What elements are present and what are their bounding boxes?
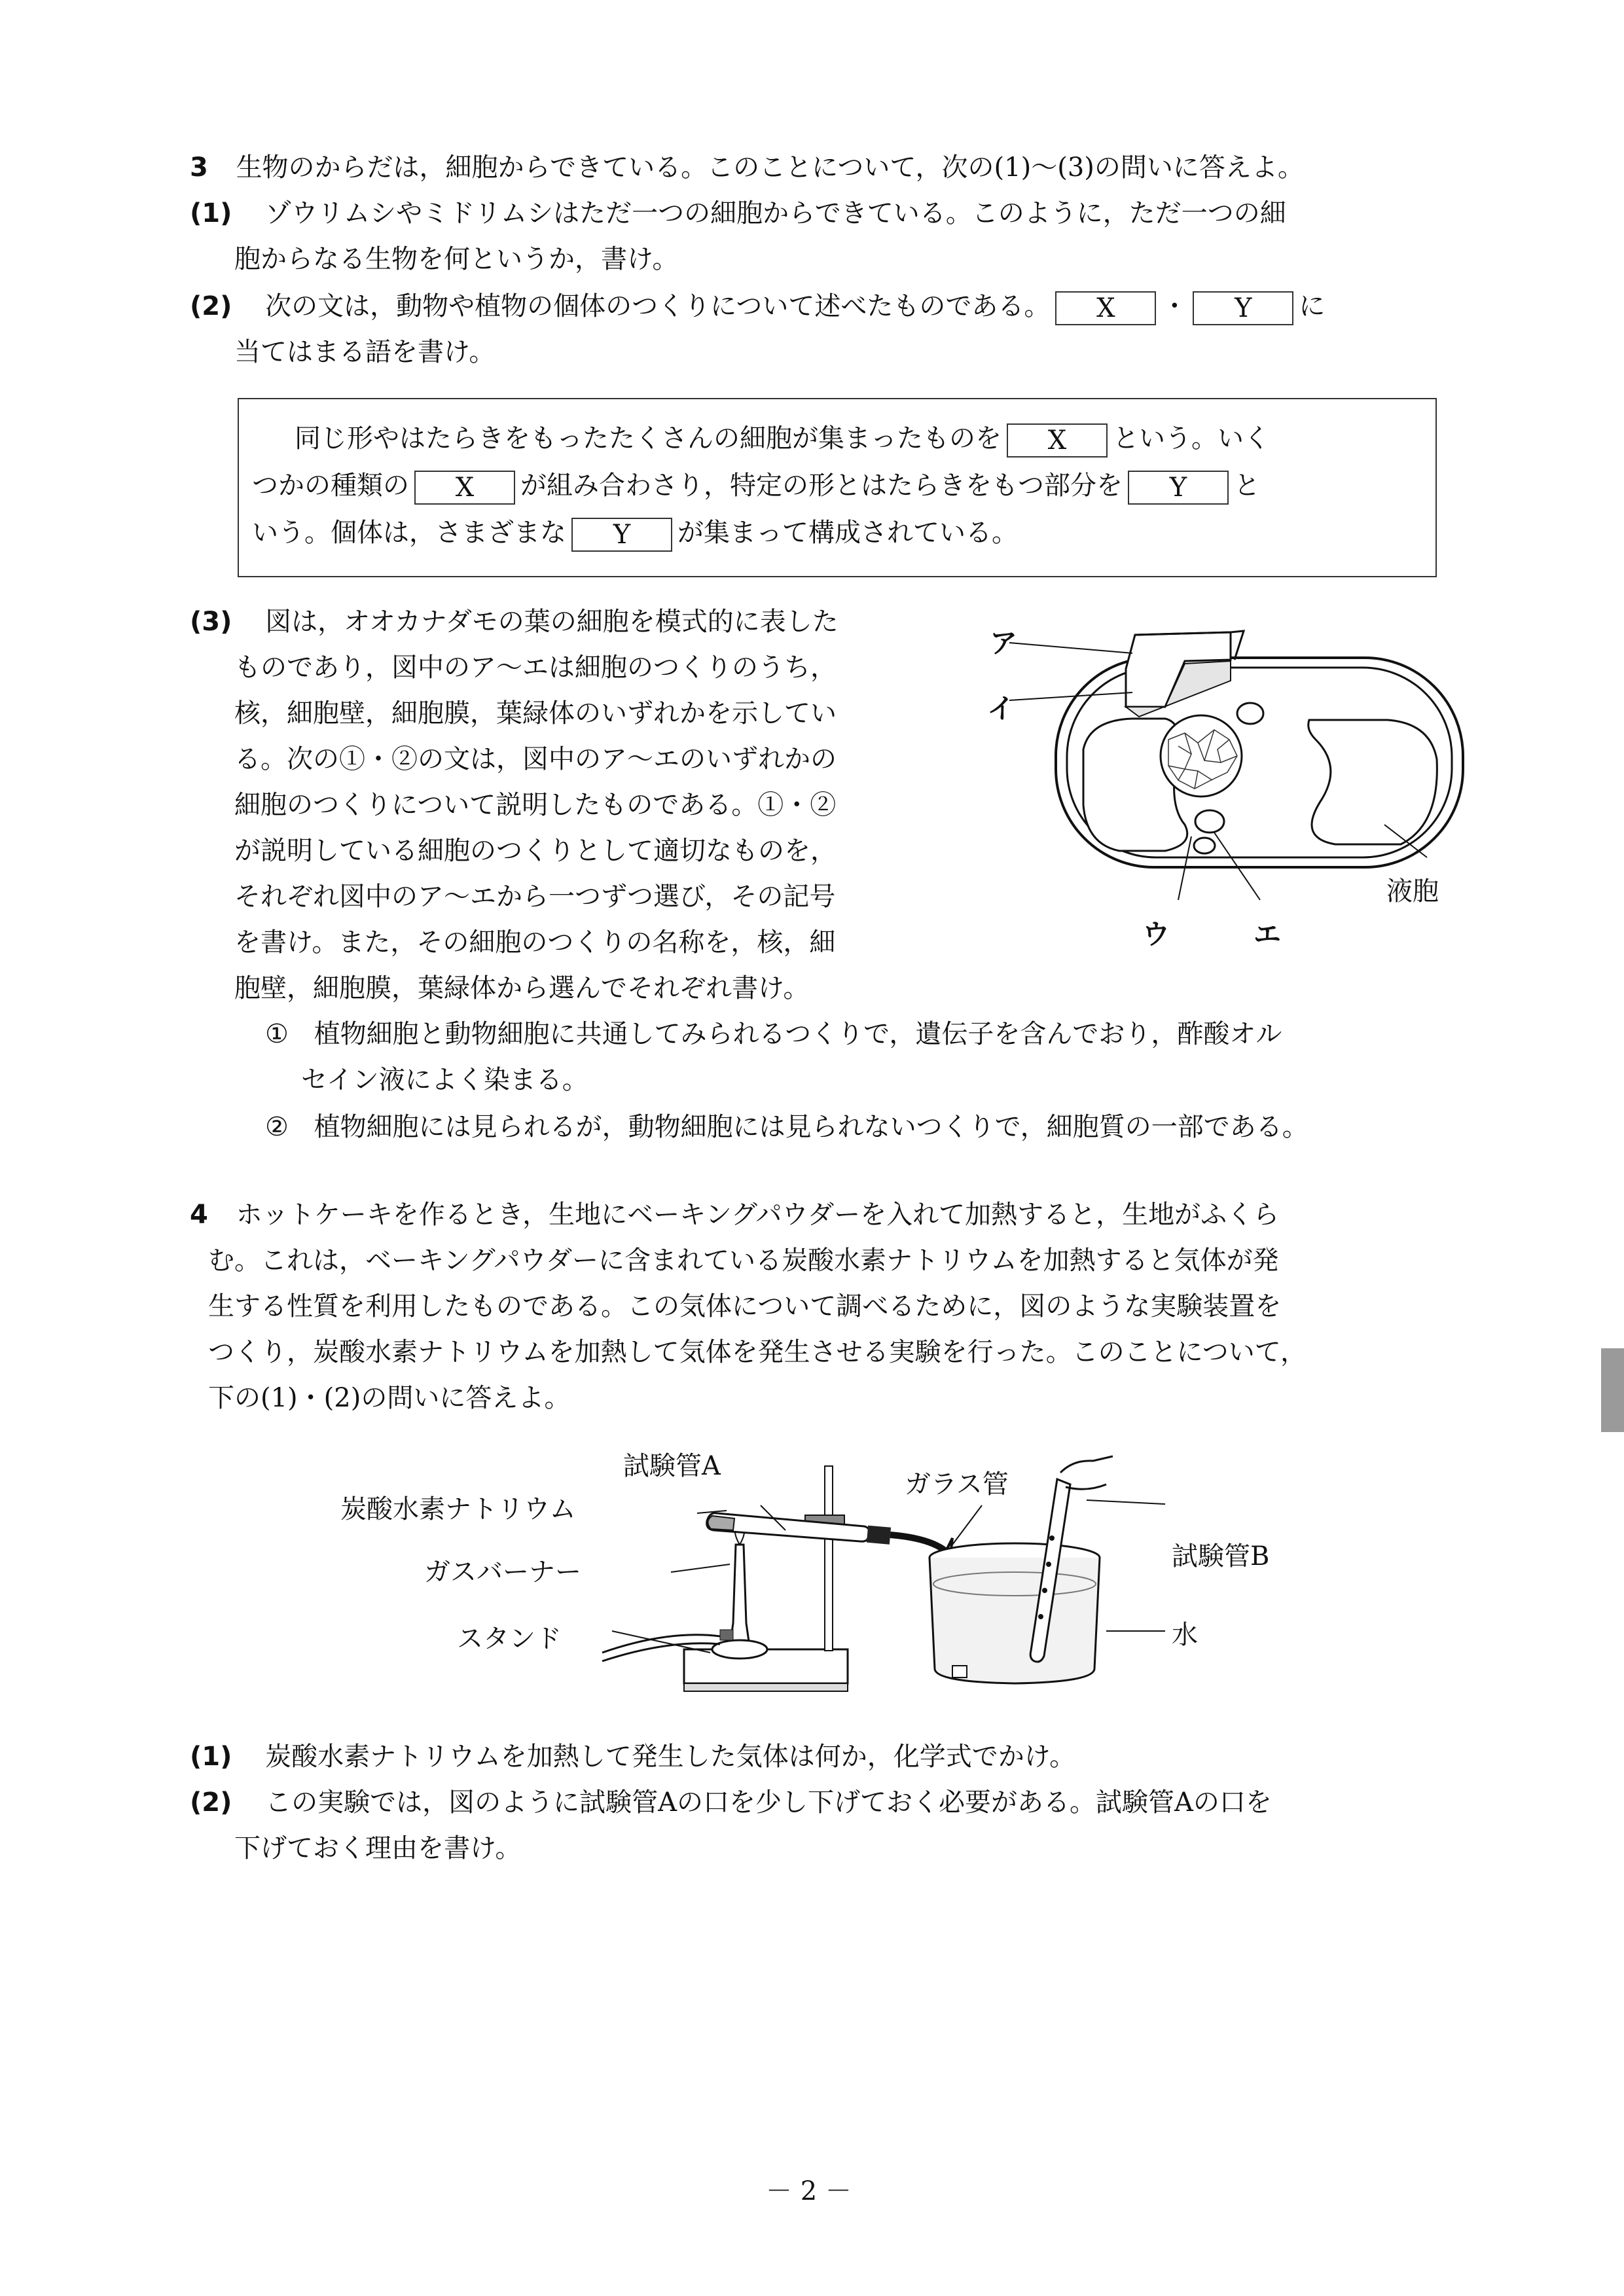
rubber-tube: [890, 1535, 946, 1551]
q3-number: 3: [190, 152, 208, 183]
q3-p2-text1a: 次の文は，動物や植物の個体のつくりについて述べたものである。: [265, 291, 1051, 321]
q3-item1: [265, 1014, 1282, 1054]
passage-l1b: という。いく: [1113, 423, 1270, 454]
q3-p2-text1b: に: [1299, 291, 1326, 321]
passage-line3: [252, 513, 1018, 552]
q3-p1-text1: ゾウリムシやミドリムシはただ一つの細胞からできている。このように，ただ一つの細: [265, 198, 1286, 228]
q3-item2: [265, 1107, 1308, 1147]
q3-p2-box-x: X: [1055, 291, 1156, 325]
q4-p2-num: (2): [190, 1787, 232, 1818]
passage-box-y2: Y: [571, 518, 672, 552]
passage-box-x1: X: [1007, 423, 1108, 457]
label-a: ア: [990, 627, 1018, 659]
nucleus: [1161, 715, 1242, 797]
q3-p3-text: を書け。また，その細胞のつくりの名称を，核，細: [234, 927, 836, 958]
passage-line2: [252, 466, 1260, 505]
stand-rod: [825, 1466, 833, 1651]
page-number: － 2 －: [766, 2176, 852, 2206]
q3-p2-sep: ・: [1161, 291, 1188, 321]
q4-p2-text2: 下げておく理由を書け。: [234, 1833, 522, 1863]
q3-p2-line1: [190, 287, 1325, 326]
chloroplast-3: [1194, 838, 1215, 853]
q3-p2-text2: 当てはまる語を書け。: [234, 337, 496, 367]
q3-p1-line1: [190, 194, 1286, 233]
q4-p1: [190, 1737, 1075, 1776]
q4-number: 4: [190, 1200, 208, 1230]
q4-text: む。これは，ベーキングパウダーに含まれている炭酸水素ナトリウムを加熱すると気体が発: [208, 1246, 1279, 1276]
q4-text: 生する性質を利用したものである。この気体について調べるために，図のような実験装置を: [208, 1291, 1282, 1321]
q3-p3-text: それぞれ図中のア～エから一つずつ選び，その記号: [234, 882, 836, 912]
chloroplast-1: [1237, 703, 1263, 724]
q3-intro-line: [190, 148, 1304, 187]
experiment-figure: [589, 1453, 1178, 1715]
passage-l1a: 同じ形やはたらきをもったたくさんの細胞が集まったものを: [295, 423, 1001, 454]
passage-l3a: いう。個体は，さまざまな: [252, 518, 566, 548]
q3-item1-text2: セイン液によく染まる。: [301, 1065, 588, 1095]
q4-p2: [190, 1783, 1272, 1822]
q4-p1-text: 炭酸水素ナトリウムを加熱して発生した気体は何か，化学式でかけ。: [265, 1742, 1076, 1772]
q3-intro: 生物のからだは，細胞からできている。このことについて，次の(1)～(3)の問いに答えよ。: [236, 152, 1304, 183]
label-u: ウ: [1142, 918, 1170, 950]
q3-p3-text: 核，細胞壁，細胞膜，葉緑体のいずれかを示してい: [234, 698, 837, 728]
q3-item2-text1: 植物細胞には見られるが，動物細胞には見られないつくりで，細胞質の一部である。: [314, 1112, 1308, 1142]
q3-p2-num: (2): [190, 291, 232, 321]
stand-base: [684, 1649, 848, 1683]
label-gas-burner: ガスバーナー: [424, 1557, 581, 1587]
label-i: イ: [987, 692, 1015, 725]
q3-p3-text: 図は，オオカナダモの葉の細胞を模式的に表した: [265, 607, 839, 637]
passage-l2a: つかの種類の: [252, 471, 409, 501]
q3-p3-num: (3): [190, 607, 232, 637]
label-glass-tube: ガラス管: [905, 1469, 1009, 1499]
q3-p3-text: ものであり，図中のア～エは細胞のつくりのうち，: [234, 653, 837, 683]
q3-p3-line1: [190, 602, 839, 641]
q4-p2-text1: この実験では，図のように試験管Aの口を少し下げておく必要がある。試験管Aの口を: [265, 1787, 1272, 1818]
passage-box-x2: X: [414, 471, 515, 505]
q3-p1-num: (1): [190, 198, 232, 228]
label-water: 水: [1172, 1620, 1198, 1650]
q3-p3-text: る。次の①・②の文は，図中のア～エのいずれかの: [234, 744, 837, 774]
passage-l2b: が組み合わさり，特定の形とはたらきをもつ部分を: [520, 471, 1123, 501]
q3-p3-text: 胞壁，細胞膜，葉緑体から選んでそれぞれ書け。: [234, 973, 810, 1003]
side-tab-marker: [1601, 1348, 1624, 1432]
q3-item1-num: ①: [265, 1019, 289, 1049]
passage-box-y1: Y: [1128, 471, 1229, 505]
q3-p2-box-y: Y: [1193, 291, 1293, 325]
label-stand: スタンド: [457, 1624, 562, 1654]
passage-line1: [295, 419, 1270, 458]
q4-p1-num: (1): [190, 1742, 232, 1772]
q4-line1: [190, 1195, 1279, 1234]
label-vacuole: 液胞: [1386, 876, 1439, 906]
label-e: エ: [1254, 918, 1282, 950]
q3-item2-num: ②: [265, 1112, 289, 1142]
label-test-tube-a: 試験管A: [623, 1451, 721, 1481]
q4-text: つくり，炭酸水素ナトリウムを加熱して気体を発生させる実験を行った。このことについて，: [208, 1337, 1307, 1367]
label-sodium-bicarbonate: 炭酸水素ナトリウム: [340, 1494, 576, 1524]
q3-p3-text: 細胞のつくりについて説明したものである。①・②: [234, 790, 837, 820]
plant-cell-figure: [969, 609, 1479, 962]
passage-l2c: と: [1234, 471, 1260, 501]
label-test-tube-b: 試験管B: [1172, 1541, 1270, 1571]
q3-item1-text1: 植物細胞と動物細胞に共通してみられるつくりで，遺伝子を含んでおり，酢酸オル: [314, 1019, 1282, 1049]
q4-text: ホットケーキを作るとき，生地にベーキングパウダーを入れて加熱すると，生地がふくら: [236, 1200, 1280, 1230]
passage-l3b: が集まって構成されている。: [677, 518, 1018, 548]
q4-text: 下の(1)・(2)の問いに答えよ。: [208, 1383, 571, 1413]
chloroplast-2: [1195, 810, 1224, 833]
q3-p1-text2: 胞からなる生物を何というか，書け。: [234, 244, 679, 274]
q3-p3-text: が説明している細胞のつくりとして適切なものを，: [234, 836, 837, 866]
